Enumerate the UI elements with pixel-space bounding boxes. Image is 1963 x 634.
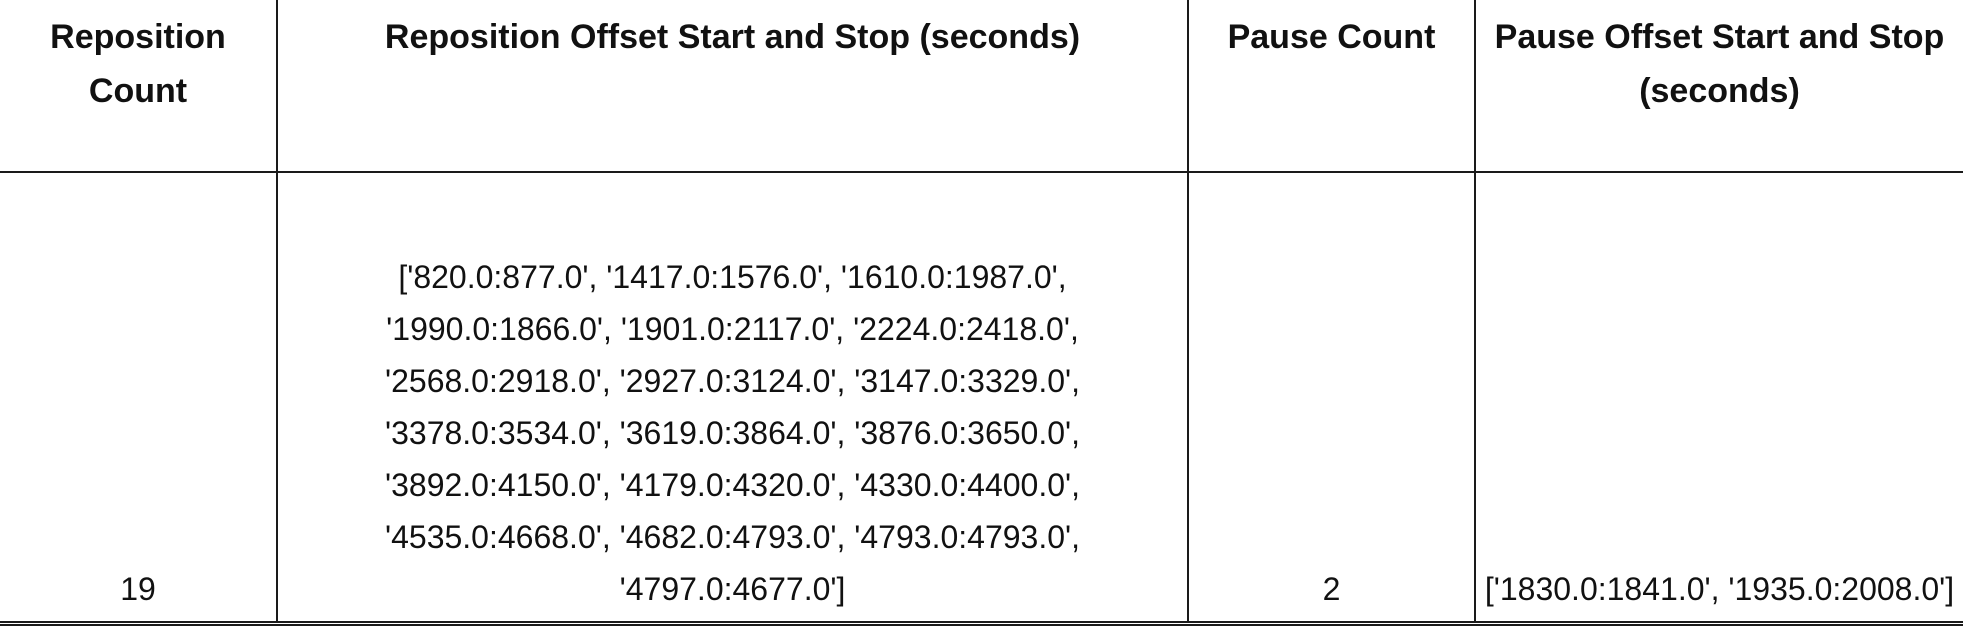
table-header xyxy=(0,0,1963,172)
header-reposition-count: Reposition Count xyxy=(0,0,277,172)
cell-pause-count: 2 xyxy=(1188,172,1475,622)
header-row xyxy=(0,0,1963,172)
header-reposition-offsets: Reposition Offset Start and Stop (seconds) xyxy=(277,0,1188,172)
cell-pause-offsets: ['1830.0:1841.0', '1935.0:2008.0'] xyxy=(1475,172,1963,622)
table-row xyxy=(0,172,1963,622)
cell-reposition-offsets: ['820.0:877.0', '1417.0:1576.0', '1610.0:1987.0', '1990.0:1866.0', '1901.0:2117.0', '2224.0:2418.0', '2568.0:2918.0', '2927.0:3124.0', '3147.0:3329.0', '3378.0:3534.0', '3619.0:3864.0', '3876.0:3650.0', '3892.0:4150.0', '4179.0:4320.0', '4330.0:4400.0', '4535.0:4668.0', '4682.0:4793.0', '4793.0:4793.0', '4797.0:4677.0'] xyxy=(277,172,1188,622)
table-bottom-border xyxy=(0,624,1963,626)
header-pause-count: Pause Count xyxy=(1188,0,1475,172)
header-pause-offsets: Pause Offset Start and Stop (seconds) xyxy=(1475,0,1963,172)
cell-reposition-count: 19 xyxy=(0,172,277,622)
table-body xyxy=(0,172,1963,622)
